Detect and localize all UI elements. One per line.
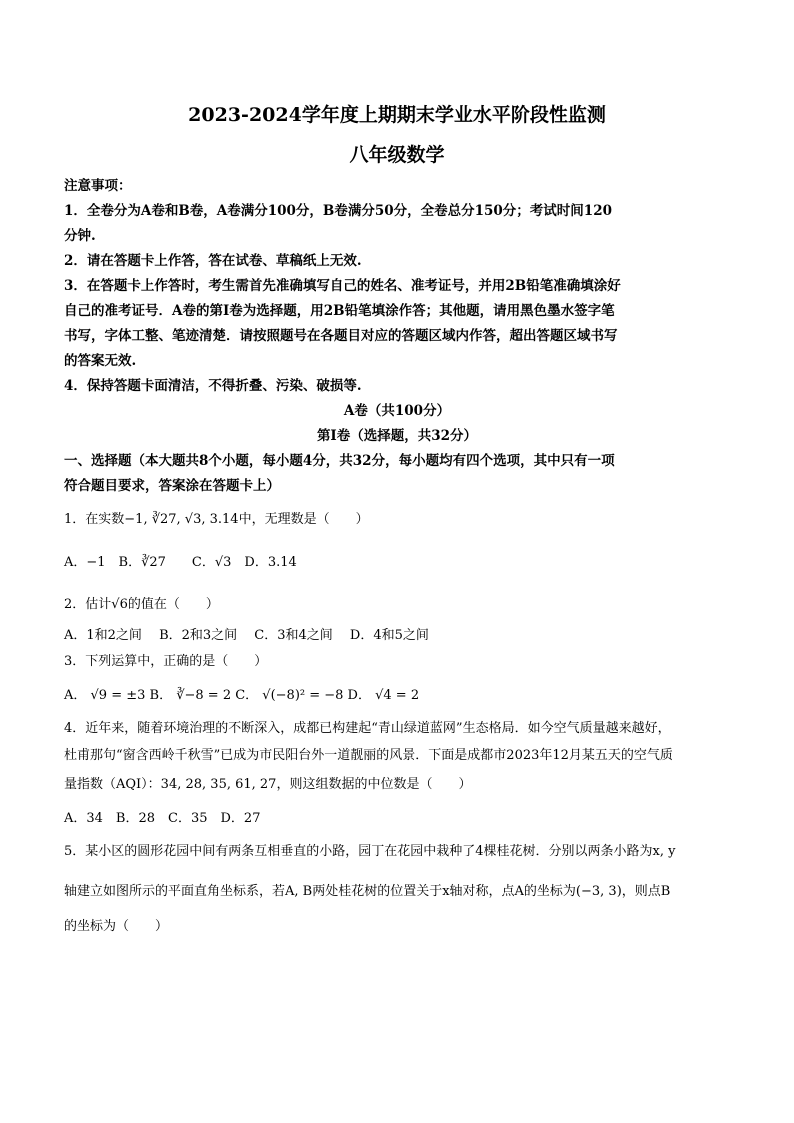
notice-line: 分钟. [64,228,96,244]
exam-title: 2023-2024学年度上期期末学业水平阶段性监测 [188,104,606,126]
q2-suffix: 的值在（ ） [127,597,219,612]
notice-line: 1．全卷分为A卷和B卷，A卷满分100分，B卷满分50分，全卷总分150分；考试时间120 [64,203,612,219]
q5-line: 轴建立如图所示的平面直角坐标系，若A, B两处桂花树的位置关于x轴对称，点A的坐标为(−3, 3)，则点B [64,884,671,899]
section-instructions: 一、选择题（本大题共8个小题，每小题4分，共32分，每小题均有四个选项，其中只有一项 [64,453,615,469]
q4-line: 量指数（AQI）：34, 28, 35, 61, 27，则这组数据的中位数是（ ） [64,777,472,792]
notice-line: 的答案无效. [64,353,137,369]
notice-line: 3．在答题卡上作答时，考生需首先准确填写自己的姓名、准考证号，并用2B铅笔准确填涂好 [64,278,621,294]
q1-suffix: 中，无理数是（ ） [238,512,369,527]
q4-line: 4．近年来，随着环境治理的不断深入，成都已构建起“青山绿道蓝网”生态格局．如今空气质量越来越好， [64,721,671,736]
section-instructions: 符合题目要求，答案涂在答题卡上） [64,478,280,494]
notice-line: 4．保持答题卡面清洁，不得折叠、污染、破损等. [64,378,362,394]
section-a-title: A卷（共100分） [343,403,451,419]
q2-options: A．1和2之间 B．2和3之间 C．3和4之间 D．4和5之间 [64,628,429,643]
q4-options: A．34 B．28 C．35 D．27 [64,811,261,826]
question-1 [64,508,369,527]
notice-heading: 注意事项： [64,178,132,194]
q5-line: 的坐标为（ ） [64,919,169,934]
notice-line: 自己的准考证号．A卷的第Ⅰ卷为选择题，用2B铅笔填涂作答；其他题，请用黑色墨水签字笔 [64,303,615,319]
q4-line: 杜甫那句“窗含西岭千秋雪”已成为市民阳台外一道靓丽的风景．下面是成都市2023年12月某五天的空气质 [64,748,673,763]
exam-subtitle: 八年级数学 [349,144,445,166]
q1-options: A．−1 B．∛27 C．√3 D．3.14 [64,555,297,570]
notice-line: 2．请在答题卡上作答，答在试卷、草稿纸上无效. [64,253,362,269]
q1-prefix: 1．在实数 [64,512,125,527]
q2-prefix: 2．估计 [64,597,112,612]
q2-expr: √6 [111,597,128,612]
question-2 [64,593,219,612]
q5-line: 5．某小区的圆形花园中间有两条互相垂直的小路，园丁在花园中栽种了4棵桂花树．分别以两条小路为x, y [64,844,676,859]
part1-title: 第Ⅰ卷（选择题，共32分） [316,428,478,444]
q3-stem: 3．下列运算中，正确的是（ ） [64,654,268,669]
notice-line: 书写，字体工整、笔迹清楚．请按照题号在各题目对应的答题区域内作答，超出答题区域书写 [64,328,618,344]
q1-numbers: −1, ∛27, √3, 3.14 [124,512,239,527]
q3-options: A． √9 = ±3 B． ∛−8 = 2 C． √(−8)² = −8 D． √4 = 2 [64,688,420,703]
